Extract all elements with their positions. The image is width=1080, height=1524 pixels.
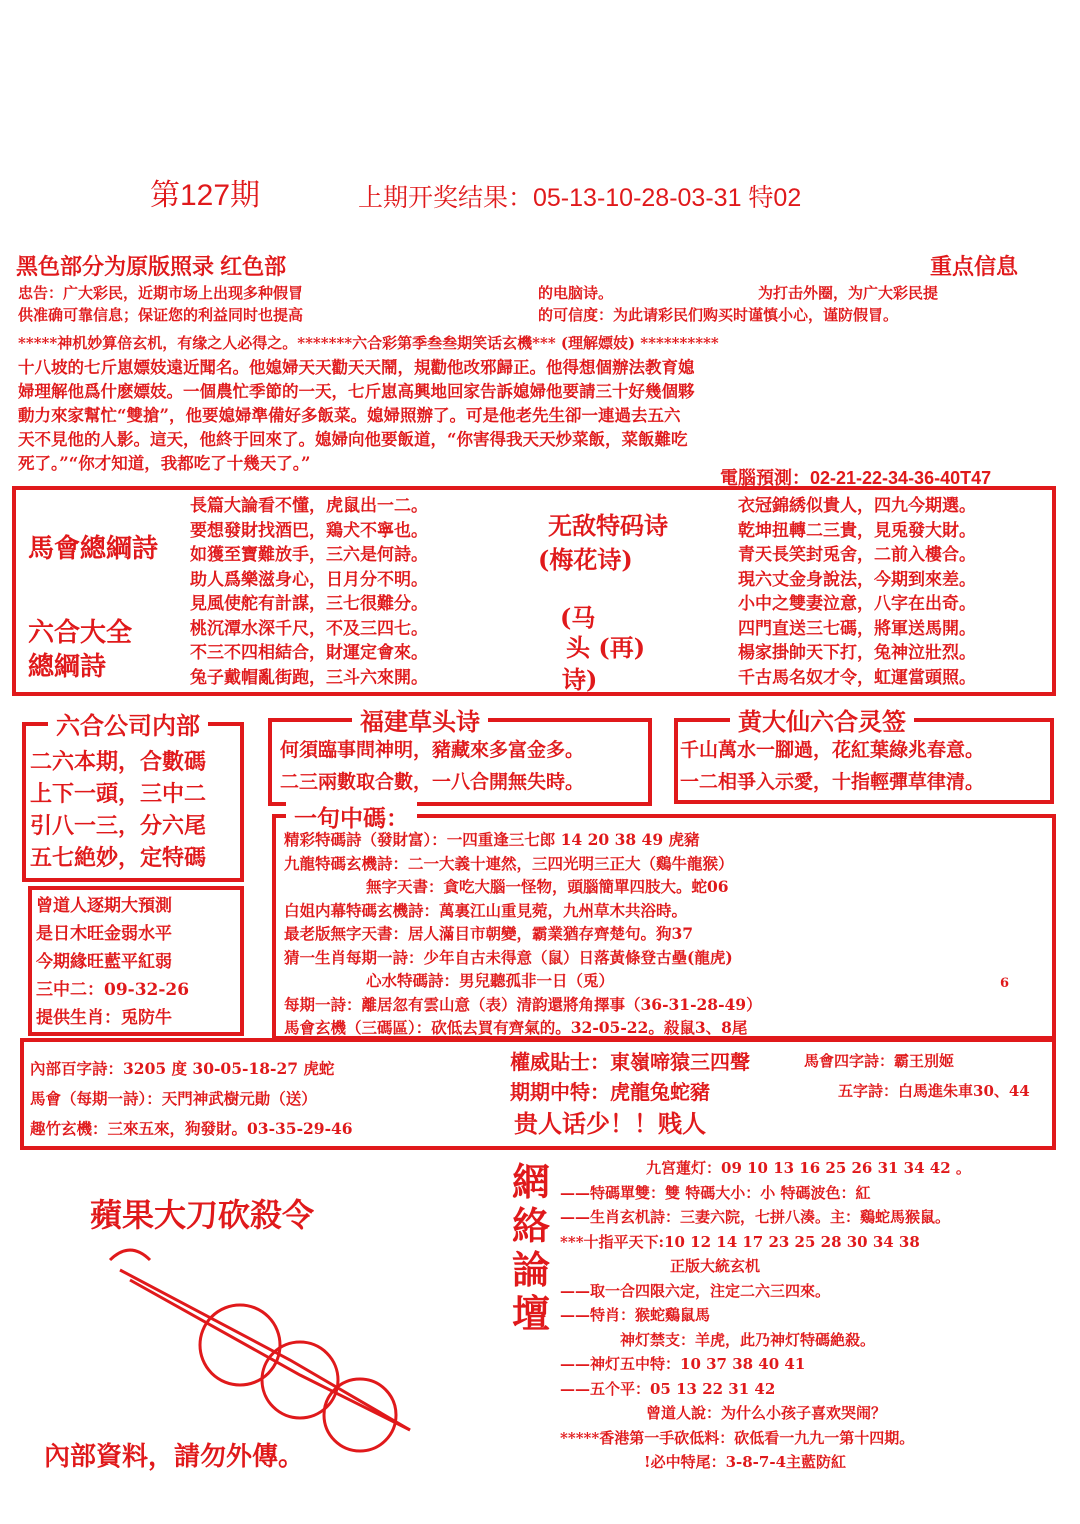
last-draw-result: 上期开奖结果：05-13-10-28-03-31 特02	[358, 184, 802, 212]
sentence-line: 白姐内幕特碼玄機詩：萬裏江山重見菀，九州草木共浴時。	[284, 900, 688, 920]
poem-line: 千古馬名奴才令，虹運當頭照。	[738, 667, 976, 688]
poem-line: 要想發財找酒巴，鶏犬不寧也。	[190, 520, 428, 541]
tiandao-line: 三中二：09-32-26	[36, 980, 190, 1000]
poem-line: 四門直送三七碼，將軍送馬開。	[738, 618, 976, 639]
sentence-line: 猜一生肖每期一詩：少年自古未得意（鼠）日落黃條登古壘(龍虎)	[284, 947, 733, 967]
poem-mid-title-2: (梅花诗)	[538, 545, 633, 574]
sentence-line: 心水特碼詩：男兒聽孤非一日（兎）	[366, 971, 615, 990]
sentence-lines	[284, 828, 762, 1040]
knife-hilt-arc	[110, 1250, 150, 1260]
poem-column-right	[738, 494, 976, 690]
poem-line: 不三不四相結合，財運定會來。	[190, 643, 428, 663]
poem-line: 楊家掛帥天下打，兔神泣壯烈。	[738, 643, 976, 663]
computer-prediction: 電腦預測：02-21-22-34-36-40T47	[720, 468, 992, 488]
internal-line: 趣竹玄機：三來五來，狗發財。03-35-29-46	[30, 1119, 353, 1138]
sentence-line: 最老版無字天書：居人滿目市朝變，霸業猶存齊楚句。狗37	[284, 924, 694, 943]
forum-line: !必中特尾：3-8-7-4主藍防紅	[644, 1453, 847, 1471]
internal-line: 馬會（每期一詩）：天門神武樹元勛（送）	[30, 1089, 317, 1108]
poem-line: 桃沉潭水深千尺，不及三四七。	[190, 618, 428, 639]
forum-line: ——生肖玄机詩：三妻六院，七拼八湊。主：鷄蛇馬猴鼠。	[560, 1208, 951, 1226]
notice-heading-left: 黑色部分为原版照录 红色部	[16, 254, 287, 279]
forum-title	[512, 1160, 558, 1336]
poem-mid-title-1: 无敌特码诗	[548, 511, 668, 540]
poem-line: 助人爲樂滋身心，日月分不明。	[190, 569, 428, 590]
notice-line-1-mid: 的电脑诗。	[538, 284, 614, 302]
poem-line: 青天長笑封兎舍，二前入樓合。	[738, 545, 976, 565]
fujian-lines	[280, 734, 584, 798]
forum-title-char: 壇	[512, 1291, 551, 1336]
authority-slogan: 贵人话少！！贱人	[514, 1109, 706, 1138]
forum-line: 神灯禁支：羊虎，此乃神灯特碼絶殺。	[620, 1330, 876, 1349]
wongtaisin-line: 千山萬水一腳過，花紅葉綠兆春意。	[680, 739, 985, 761]
authority-five-char: 五字詩：白馬進朱車30、44	[838, 1082, 1030, 1100]
fujian-title: 福建草头诗	[352, 702, 488, 737]
internal-lines	[30, 1054, 353, 1144]
poem-line: 乾坤扭轉二三貴，見兎發大財。	[738, 520, 976, 541]
tiandao-lines	[36, 892, 189, 1032]
forum-line: ——五个平：05 13 22 31 42	[560, 1379, 776, 1398]
notice-line-1-left: 忠告：广大彩民，近期市场上出现多种假冒	[18, 284, 304, 302]
poem-mid-title-3: (马	[560, 603, 596, 632]
issue-number: 第127期	[150, 179, 261, 212]
company-line: 引八一三，分六尾	[30, 813, 207, 839]
story-line: 動力來家幫忙“雙搶”，他要媳婦準備好多飯菜。媳婦照辦了。可是他老先生卻一連過去五六	[18, 406, 681, 425]
forum-line: 正版大統玄机	[670, 1257, 761, 1275]
sentence-line: 精彩特碼詩（發財富）：一四重逢三七郎 14 20 38 49 虎豬	[284, 830, 700, 849]
sentence-line: 馬會玄機（三碼區）：砍低去買有齊氣的。32-05-22。殺鼠3、8尾	[284, 1018, 748, 1037]
poem-line: 小中之雙妻泣意，八字在出奇。	[738, 594, 976, 614]
forum-title-char: 網	[512, 1159, 551, 1204]
poem-title-horse: 馬會總綱詩	[28, 534, 159, 564]
sentence-line: 每期一詩：離居忽有雲山意（表）清韵還將角擇事（36-31-28-49）	[284, 994, 762, 1014]
internal-line: 內部百字詩：3205 度 30-05-18-27 虎蛇	[30, 1059, 335, 1078]
forum-line: ——神灯五中特：10 37 38 40 41	[560, 1355, 806, 1373]
tiandao-line: 是日木旺金弱水平	[36, 924, 172, 944]
story-line: 十八坡的七斤崽嫖妓遠近聞名。他媳婦天天勸天天鬧，規勸他改邪歸正。他得想個辦法教育媳	[18, 358, 695, 377]
sentence-line: 九龍特碼玄機詩：二一大義十連然，三四光明三正大（鷄牛龍猴）	[284, 853, 734, 873]
tiandao-line: 今期緣旺藍平紅弱	[36, 952, 172, 972]
wongtaisin-title: 黄大仙六合灵签	[730, 702, 914, 737]
fujian-line: 何須臨事問神明，豬藏來多富金多。	[280, 739, 585, 761]
poem-line: 如獲至寶難放手，三六是何詩。	[190, 545, 428, 565]
poem-line: 衣冠錦綉似貴人，四九今期選。	[738, 496, 976, 516]
knife-footer: 內部資料，請勿外傳。	[44, 1442, 305, 1472]
poem-line: 現六丈金身說法，今期到來差。	[738, 569, 976, 590]
poem-mid-title-4: 头 (再)	[566, 633, 646, 662]
wongtaisin-lines	[680, 734, 984, 798]
knife-blade	[120, 1270, 410, 1430]
company-line: 上下一頭，三中二	[30, 781, 207, 807]
forum-line: *****香港第一手砍低料：砍低看一九九一第十四期。	[560, 1428, 915, 1447]
poem-mid-title-5: 诗)	[562, 665, 598, 694]
fujian-line: 二三兩數取合數，一八合開無失時。	[280, 771, 585, 793]
authority-four-char: 馬會四字詩：霸王別姬	[804, 1052, 955, 1070]
tiandao-line: 曾道人逐期大預測	[36, 896, 172, 916]
company-line: 二六本期，合數碼	[30, 749, 207, 775]
poem-title-liuhe-1: 六合大全	[28, 618, 133, 648]
poem-line: 兔子戴帽亂街跑，三斗六來開。	[190, 667, 428, 688]
poem-line: 長篇大論看不懂，虎鼠出一二。	[190, 496, 428, 516]
forum-line: 九宮蓮灯：09 10 13 16 25 26 31 34 42 。	[646, 1159, 971, 1177]
knife-title: 蘋果大刀砍殺令	[90, 1197, 315, 1233]
forum-line: ***十指平天下:10 12 14 17 23 25 28 30 34 38	[560, 1232, 920, 1251]
notice-line-2-left: 供准确可靠信息；保证您的利益同时也提高	[18, 306, 304, 324]
authority-tip: 權威貼士：東嶺啼猿三四聲	[510, 1050, 750, 1074]
forum-line: 曾道人說：为什么小孩子喜欢哭闹？	[646, 1404, 887, 1422]
notice-heading-right: 重点信息	[930, 254, 1019, 279]
story-text	[18, 356, 1068, 476]
forum-line: ——特肖：猴蛇鷄鼠馬	[560, 1306, 711, 1324]
sentence-line: 無字天書：貪吃大腦一怪物，頭腦簡單四肢大。蛇06	[366, 877, 729, 896]
forum-lines	[560, 1156, 971, 1475]
knife-coin-1	[200, 1305, 280, 1385]
tiandao-line: 提供生肖：兎防牛	[36, 1008, 172, 1028]
story-line: 婦理解他爲什麽嫖妓。一個農忙季節的一天，七斤崽高興地回家告訴媳婦他要請三十好幾個夥	[18, 382, 695, 401]
notice-line-1-right: 为打击外圈，为广大彩民提	[758, 284, 939, 302]
company-lines	[30, 746, 206, 874]
notice-line-2-right: 的可信度：为此请彩民们购买时谨慎小心，谨防假冒。	[538, 306, 899, 324]
sentence-title: 一句中碼：	[286, 800, 417, 833]
forum-line: ——特碼單雙：雙 特碼大小：小 特碼波色：紅	[560, 1183, 871, 1202]
story-line: 天不見他的人影。這天，他終于回來了。媳婦向他要飯道，“你害得我天天炒菜飯，菜飯難吃	[18, 430, 688, 449]
forum-line: ——取一合四限六定，注定二六三四來。	[560, 1281, 831, 1300]
story-title: *****神机妙算倍玄机，有缘之人必得之。*******六合彩第季叁叁期笑话玄機*** (理解嫖妓) **********	[18, 334, 719, 352]
forum-title-char: 論	[512, 1247, 551, 1292]
poem-column-left	[190, 494, 428, 690]
company-title: 六合公司内部	[48, 706, 208, 741]
knife-illustration	[90, 1240, 450, 1460]
story-line: 死了。”“你才知道，我都吃了十幾天了。”	[18, 454, 311, 473]
poem-line: 見風使舵有計謀，三七很難分。	[190, 594, 428, 614]
wongtaisin-line: 一二相爭入示愛，十指輕彈草律清。	[680, 771, 985, 793]
poem-title-liuhe-2: 總綱詩	[28, 652, 107, 682]
sentence-stray-digit: 6	[1000, 976, 1010, 991]
company-line: 五七絶妙，定特碼	[30, 845, 207, 871]
forum-title-char: 絡	[512, 1203, 551, 1248]
authority-special: 期期中特：虎龍兔蛇豬	[510, 1080, 710, 1104]
